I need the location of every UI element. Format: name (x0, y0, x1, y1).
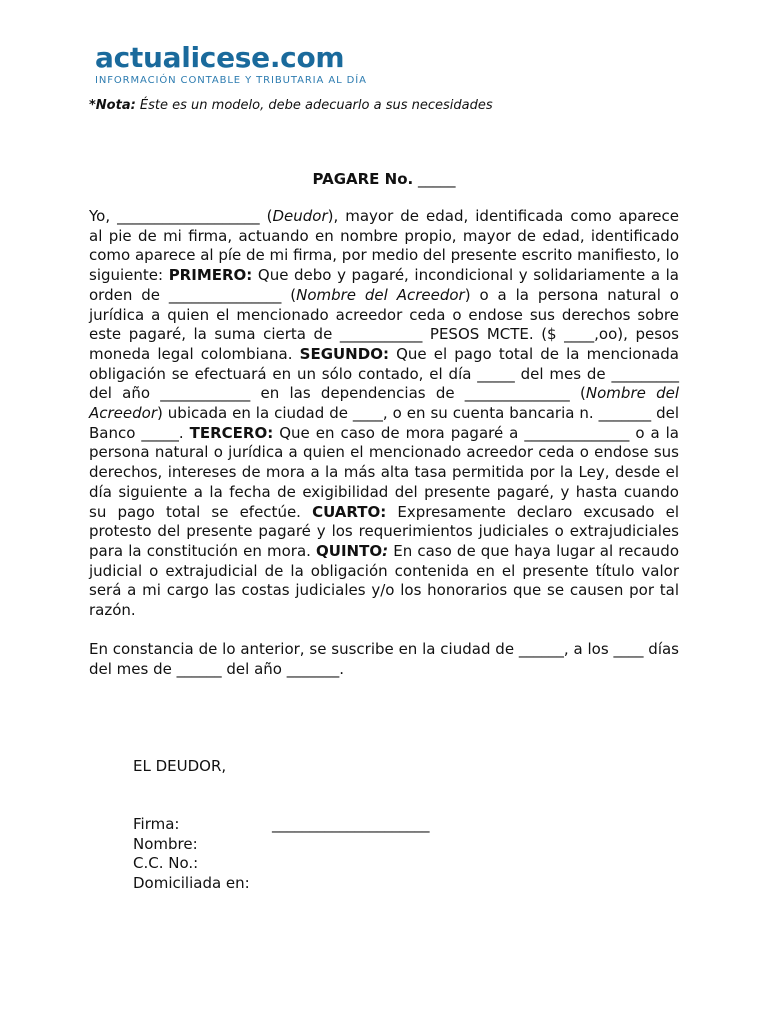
clause-quinto-text: En caso de que haya lugar al recaudo judicial o extrajudicial de la obligación contenida en el presente título valor será a mi cargo las costas judiciales y/o los honorarios que se causen por tal razón. (89, 541, 679, 620)
firma-line: _____________________ (272, 815, 430, 833)
domicilio-row (133, 874, 250, 894)
clause-segundo-text-1: Que el pago total de la mencionada obligación se efectuará en un sólo contado, el día _____ del mes de _________ del año ____________ en las dependencias de ______________ ( (89, 344, 679, 403)
firma-label: Firma: (133, 815, 180, 833)
signature-heading: EL DEUDOR, (133, 757, 227, 775)
domicilio-label: Domiciliada en: (133, 874, 250, 893)
clause-primero-label: PRIMERO: (168, 266, 253, 285)
title-text: PAGARE No. (312, 170, 414, 188)
note-text: Éste es un modelo, debe adecuarlo a sus necesidades (135, 98, 493, 113)
clause-cuarto-label: CUARTO: (312, 502, 387, 521)
acreedor-placeholder-1: Nombre del Acreedor (296, 285, 465, 304)
template-note (89, 98, 493, 113)
document-body (89, 207, 679, 680)
document-title (0, 170, 768, 188)
brand-logo[interactable] (95, 41, 367, 86)
acreedor-placeholder-2: Nombre del Acreedor (89, 384, 679, 423)
nombre-label: Nombre: (133, 834, 198, 853)
clause-quinto-label: QUINTO (316, 541, 383, 560)
clause-segundo-text-2: ) ubicada en la ciudad de ____, o en su cuenta bancaria n. _______ del Banco _____. (89, 404, 679, 442)
deudor-placeholder: Deudor (272, 207, 328, 225)
signature-block (133, 815, 430, 894)
intro-text-1: Yo, ___________________ ( (89, 207, 273, 225)
clause-tercero-label: TERCERO: (189, 423, 274, 442)
note-label: *Nota: (89, 98, 136, 113)
logo-name: actualicese.com (95, 41, 345, 74)
firma-row (133, 815, 430, 835)
clause-quinto-colon: : (382, 541, 389, 560)
clause-cuarto-text: Expresamente declaro excusado el protesto del presente pagaré y los requerimientos judiciales o extrajudiciales para la constitución en mora. (89, 502, 679, 560)
closing-paragraph: En constancia de lo anterior, se suscribe en la ciudad de ______, a los ____ días del mes de ______ del año _______. (89, 640, 679, 679)
main-paragraph (89, 207, 679, 621)
title-blank: _____ (413, 170, 456, 188)
cc-row (133, 854, 250, 874)
clause-primero-text-2: ) o a la persona natural o jurídica a quien el mencionado acreedor ceda o endose sus derechos sobre este pagaré, la suma cierta de ___________ PESOS MCTE. ($ ____,oo), pesos moneda legal colombiana. (89, 285, 679, 363)
cc-label: C.C. No.: (133, 854, 199, 873)
clause-primero-text-1: Que debo y pagaré, incondicional y solidariamente a la orden de _______________ ( (89, 266, 679, 304)
logo-tagline: INFORMACIÓN CONTABLE Y TRIBUTARIA AL DÍA (95, 75, 367, 86)
nombre-row (133, 835, 250, 855)
clause-segundo-label: SEGUNDO: (299, 344, 389, 363)
clause-tercero-text: Que en caso de mora pagaré a ______________ o a la persona natural o jurídica a quien el mencionado acreedor ceda o endose sus derechos, intereses de mora a la más alta tasa permitida por la Ley, desde el día siguiente a la fecha de exigibilidad del presente pagaré, y hasta cuando su pago total se efectúe. (89, 423, 680, 521)
intro-text-2: ), mayor de edad, identificada como aparece al pie de mi firma, actuando en nombre propio, mayor de edad, identificado como aparece al píe de mi firma, por medio del presente escrito manifiesto, lo siguiente: (89, 207, 679, 285)
